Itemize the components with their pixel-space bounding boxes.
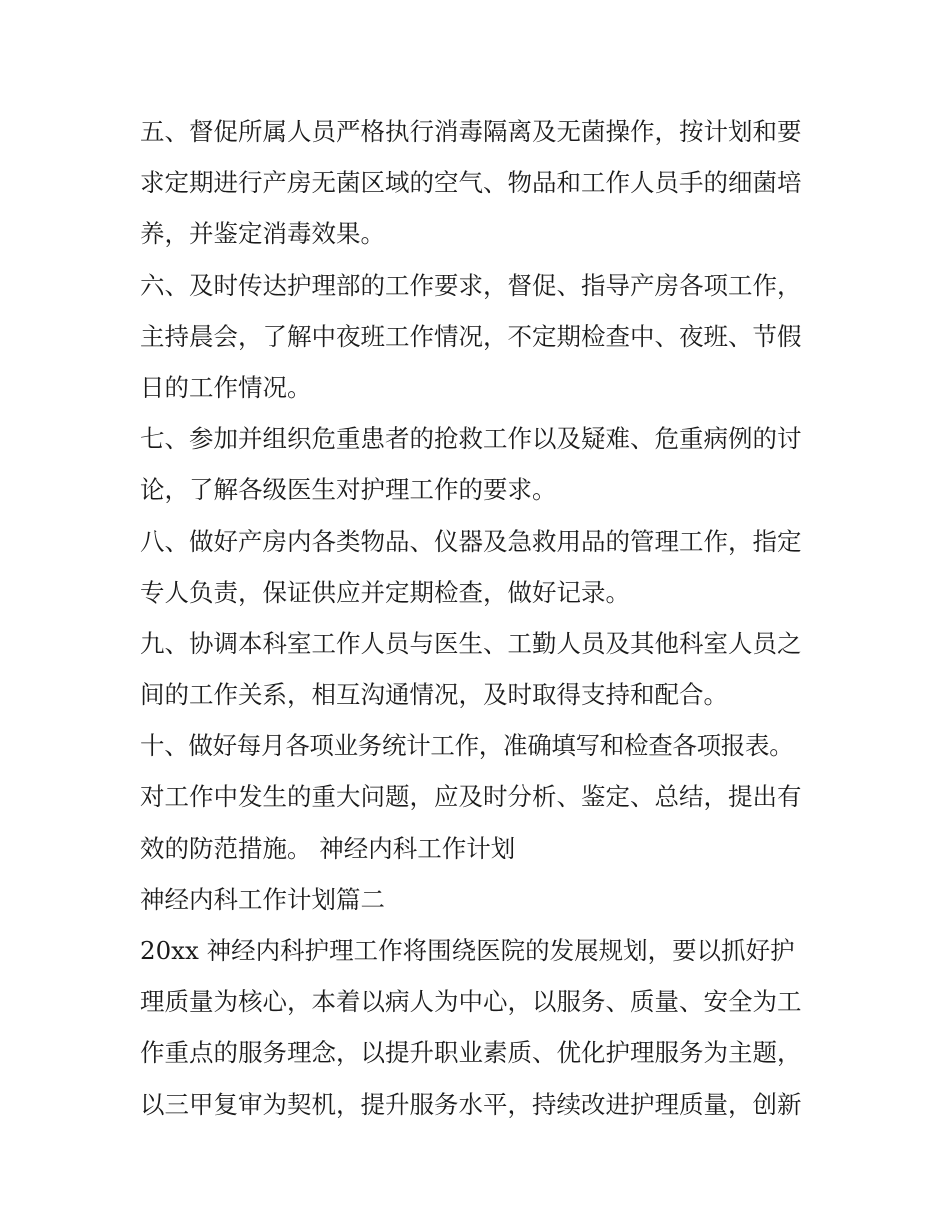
text-line: 主持晨会，了解中夜班工作情况，不定期检查中、夜班、节假	[140, 321, 802, 351]
text-line: 20xx 神经内科护理工作将围绕医院的发展规划，要以抓好护	[140, 936, 795, 965]
section-heading: 神经内科工作计划篇二	[140, 884, 385, 914]
text-line: 七、参加并组织危重患者的抢救工作以及疑难、危重病例的讨	[140, 424, 802, 454]
text-line: 六、及时传达护理部的工作要求，督促、指导产房各项工作，	[140, 270, 802, 300]
text-line: 专人负责，保证供应并定期检查，做好记录。	[140, 577, 630, 607]
text-line: 效的防范措施。 神经内科工作计划	[140, 833, 516, 863]
text-line: 作重点的服务理念，以提升职业素质、优化护理服务为主题，	[140, 1038, 802, 1068]
text-line: 十、做好每月各项业务统计工作，准确填写和检查各项报表。	[140, 731, 794, 761]
text-line: 五、督促所属人员严格执行消毒隔离及无菌操作，按计划和要	[140, 117, 802, 146]
text-line: 八、做好产房内各类物品、仪器及急救用品的管理工作，指定	[140, 526, 802, 556]
text-line: 论，了解各级医生对护理工作的要求。	[140, 475, 557, 505]
text-line: 间的工作关系，相互沟通情况，及时取得支持和配合。	[140, 680, 728, 710]
document-body	[140, 106, 820, 1130]
text-line: 养，并鉴定消毒效果。	[140, 219, 385, 249]
text-line: 对工作中发生的重大问题，应及时分析、鉴定、总结，提出有	[140, 782, 802, 812]
text-line: 九、协调本科室工作人员与医生、工勤人员及其他科室人员之	[140, 628, 802, 658]
text-line: 求定期进行产房无菌区域的空气、物品和工作人员手的细菌培	[140, 168, 802, 198]
text-line: 理质量为核心，本着以病人为中心，以服务、质量、安全为工	[140, 987, 802, 1017]
text-line: 日的工作情况。	[140, 372, 312, 402]
text-line: 以三甲复审为契机，提升服务水平，持续改进护理质量，创新	[140, 1089, 802, 1119]
